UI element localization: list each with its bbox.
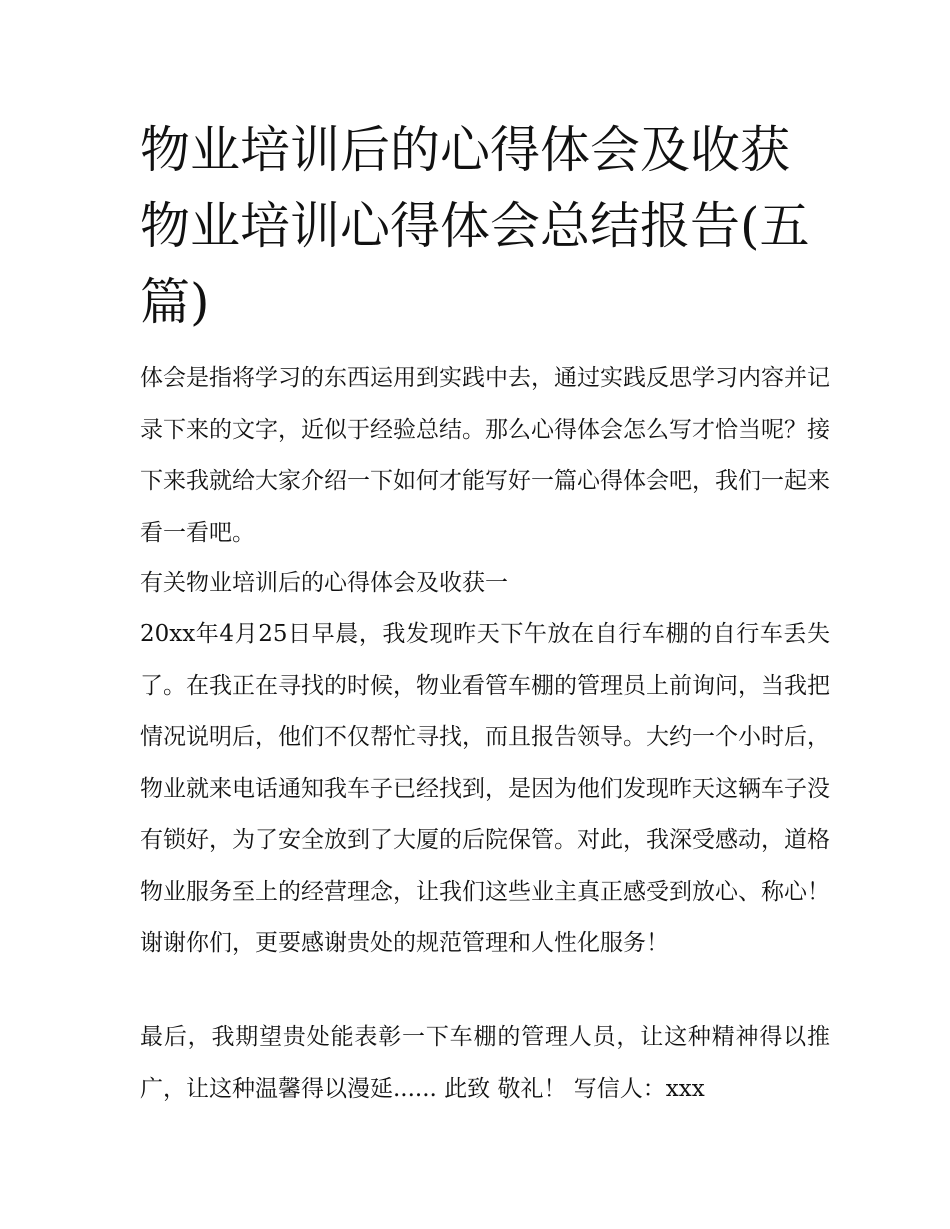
closing-paragraph: 最后，我期望贵处能表彰一下车棚的管理人员，让这种精神得以推广，让这种温馨得以漫延...... 此致 敬礼！ 写信人：xxx (140, 1024, 830, 1102)
story-paragraph: 20xx年4月25日早晨，我发现昨天下午放在自行车棚的自行车丢失了。在我正在寻找的时候，物业看管车棚的管理员上前询问，当我把情况说明后，他们不仅帮忙寻找，而且报告领导。大约一个小时后，物业就来电话通知我车子已经找到，是因为他们发现昨天这辆车子没有锁好，为了安全放到了大厦的后院保管。对此，我深受感动，道格物业服务至上的经营理念，让我们这些业主真正感受到放心、称心！谢谢你们，更要感谢贵处的规范管理和人性化服务！ (140, 621, 830, 956)
document-title: 物业培训后的心得体会及收获物业培训心得体会总结报告(五篇) (140, 121, 810, 331)
intro-paragraph: 体会是指将学习的东西运用到实践中去，通过实践反思学习内容并记录下来的文字，近似于经验总结。那么心得体会怎么写才恰当呢？接下来我就给大家介绍一下如何才能写好一篇心得体会吧，我们一起来看一看吧。 (140, 365, 830, 546)
section-heading: 有关物业培训后的心得体会及收获一 (140, 570, 508, 596)
